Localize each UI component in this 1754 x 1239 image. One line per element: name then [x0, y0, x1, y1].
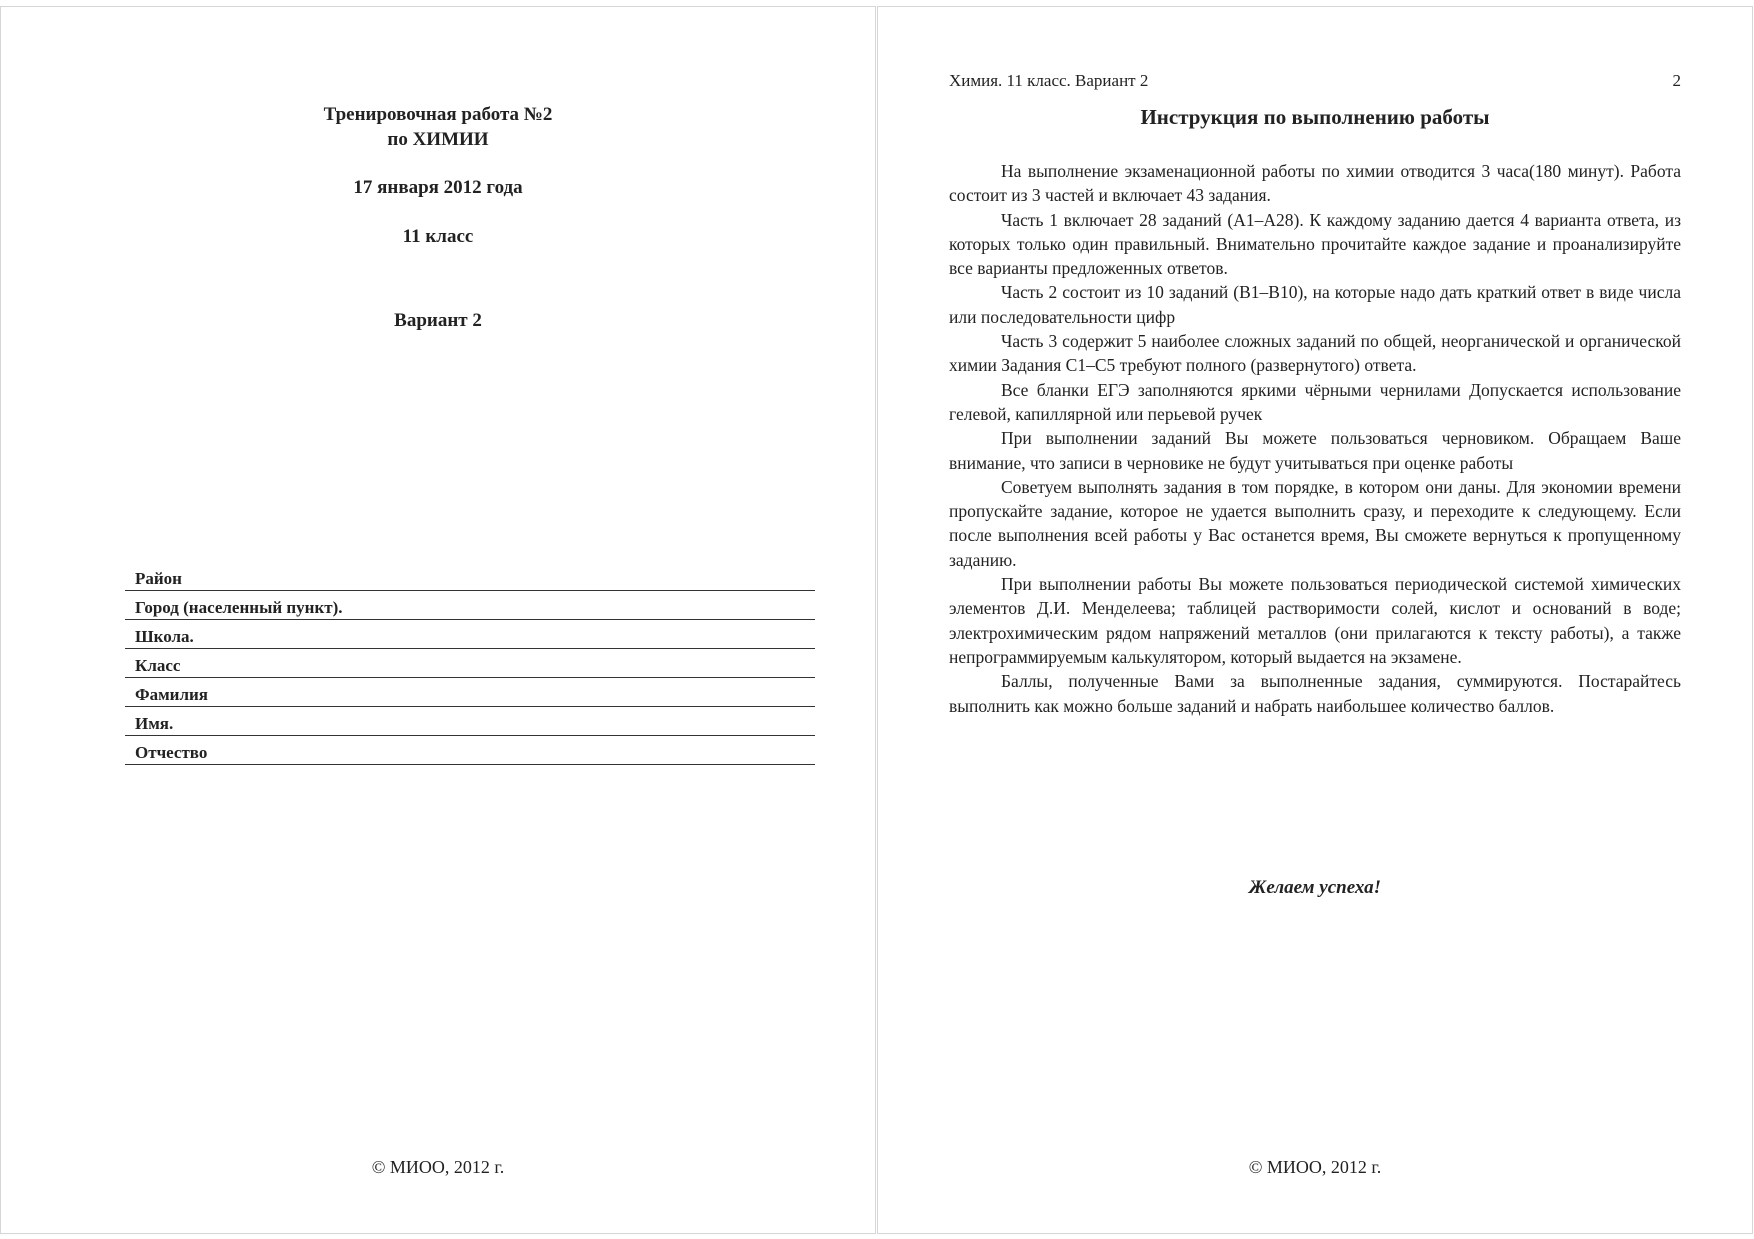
- field-patronymic: Отчество: [125, 736, 815, 765]
- cover-grade: 11 класс: [402, 226, 474, 247]
- running-head-title: Химия. 11 класс. Вариант 2: [949, 71, 1149, 90]
- cover-footer: © МИОО, 2012 г.: [371, 1157, 505, 1177]
- instructions-footer: © МИОО, 2012 г.: [1248, 1157, 1382, 1177]
- field-city: Город (населенный пункт).: [125, 591, 815, 620]
- page-number: 2: [1672, 71, 1681, 90]
- instructions-body: [949, 159, 1681, 718]
- instruction-paragraph: Часть 2 состоит из 10 заданий (В1–В10), на которые надо дать краткий ответ в виде числа или последовательности цифр: [949, 282, 1681, 327]
- cover-date: 17 января 2012 года: [353, 177, 523, 198]
- field-surname: Фамилия: [125, 678, 815, 707]
- field-district: Район: [125, 562, 815, 591]
- instruction-paragraph: Часть 1 включает 28 заданий (А1–А28). К каждому заданию дается 4 варианта ответа, из которых только один правильный. Внимательно прочитайте каждое задание и проанализируйте все варианты предложенных ответов.: [949, 209, 1681, 279]
- instruction-paragraph: Все бланки ЕГЭ заполняются яркими чёрными чернилами Допускается использование гелевой, капиллярной или перьевой ручек: [949, 379, 1681, 424]
- field-name: Имя.: [125, 707, 815, 736]
- cover-page: [0, 6, 876, 1234]
- instruction-paragraph: Баллы, полученные Вами за выполненные задания, суммируются. Постарайтесь выполнить как можно больше заданий и набрать наибольшее количество баллов.: [949, 671, 1681, 716]
- instruction-paragraph: Советуем выполнять задания в том порядке, в котором они даны. Для экономии времени пропускайте задание, которое не удается выполнить сразу, и переходите к следующему. Если после выполнения всей работы у Вас останется время, Вы сможете вернуться к пропущенному заданию.: [949, 476, 1681, 570]
- instruction-paragraph: При выполнении работы Вы можете пользоваться периодической системой химических элементов Д.И. Менделеева; таблицей растворимости солей, кислот и оснований в воде; электрохимическим рядом напряжений металлов (они прилагаются к тексту работы), а также непрограммируемым калькулятором, который выдается на экзамене.: [949, 574, 1681, 667]
- cover-title-line2: по ХИМИИ: [387, 129, 489, 150]
- student-info-fields: [125, 562, 815, 765]
- field-school: Школа.: [125, 620, 815, 649]
- running-head: [949, 71, 1681, 91]
- cover-title-line1: Тренировочная работа №2: [323, 104, 553, 125]
- good-luck-text: Желаем успеха!: [1248, 877, 1382, 898]
- instruction-paragraph: Часть 3 содержит 5 наиболее сложных заданий по общей, неорганической и органической химии Задания С1–С5 требуют полного (развернутого) ответа.: [949, 331, 1681, 376]
- instruction-paragraph: При выполнении заданий Вы можете пользоваться черновиком. Обращаем Ваше внимание, что записи в черновике не будут учитываться при оценке работы: [949, 428, 1681, 473]
- instructions-page: [877, 6, 1753, 1234]
- cover-variant: Вариант 2: [394, 310, 482, 331]
- instructions-title: Инструкция по выполнению работы: [1140, 105, 1490, 129]
- instruction-paragraph: На выполнение экзаменационной работы по химии отводится 3 часа(180 минут). Работа состоит из 3 частей и включает 43 задания.: [949, 161, 1681, 206]
- field-class: Класс: [125, 649, 815, 678]
